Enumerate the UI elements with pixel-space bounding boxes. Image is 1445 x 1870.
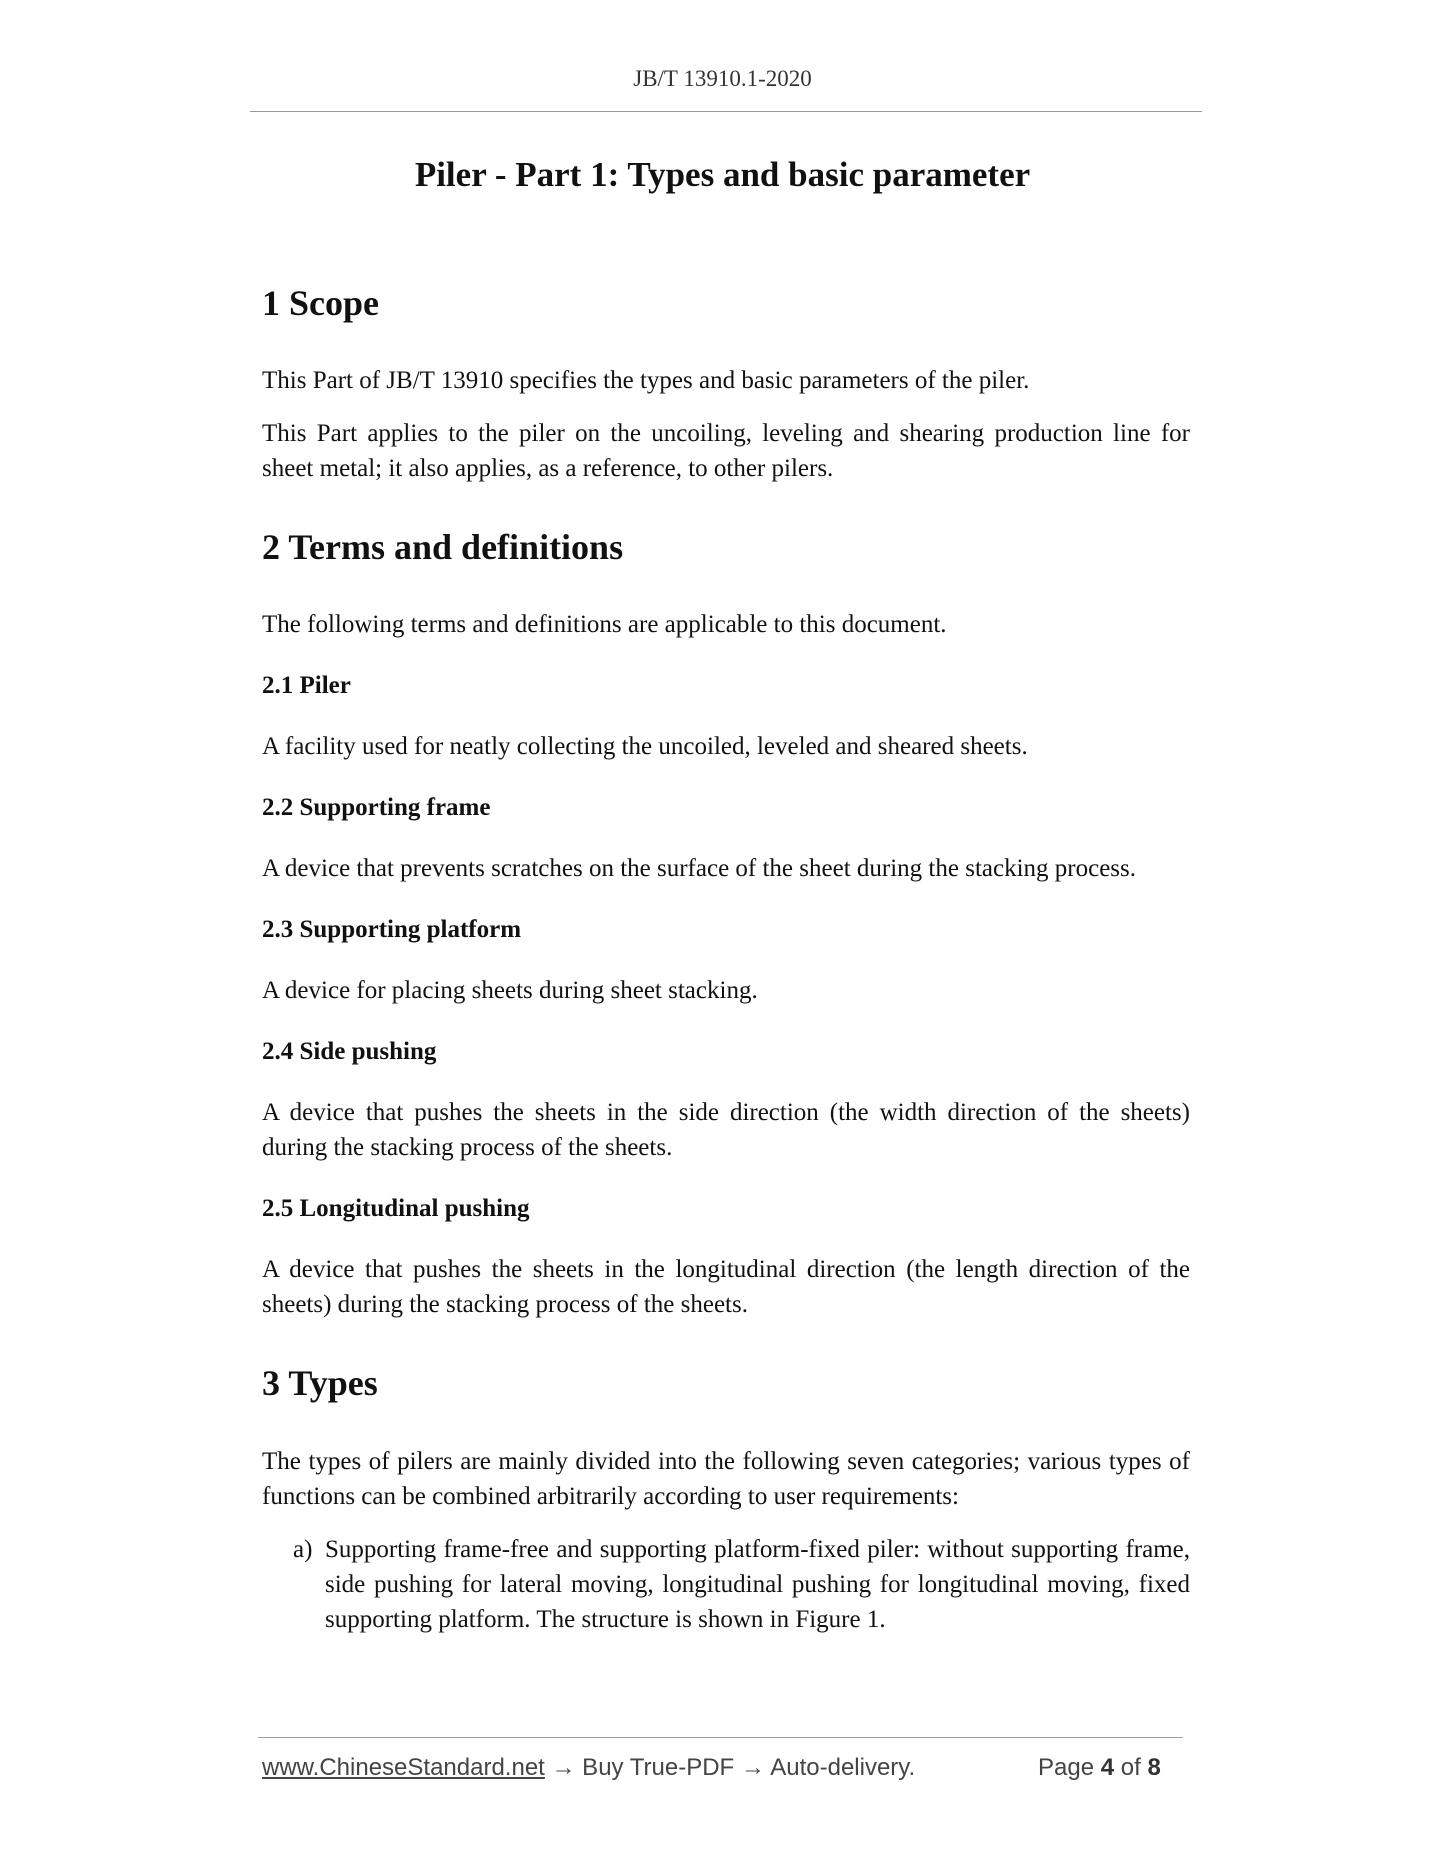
term-heading: 2.1 Piler — [262, 672, 351, 700]
paragraph: The following terms and definitions are applicable to this document. — [262, 611, 947, 639]
paragraph: This Part applies to the piler on the uncoiling, leveling and shearing production line for sheet metal; it also applies, as a reference, to other pilers. — [262, 420, 1190, 483]
list-marker: a) — [293, 1535, 313, 1563]
term-heading: 2.2 Supporting frame — [262, 794, 491, 822]
term-definition: A device for placing sheets during sheet stacking. — [262, 977, 758, 1005]
website-link[interactable]: www.ChineseStandard.net — [262, 1754, 545, 1781]
term-definition: A device that pushes the sheets in the side direction (the width direction of the sheets) during the stacking process of the sheets. — [262, 1099, 1190, 1162]
page-label: Page — [1038, 1754, 1095, 1781]
page-of-label: of — [1120, 1754, 1141, 1781]
term-definition: A device that prevents scratches on the surface of the sheet during the stacking process. — [262, 855, 1136, 883]
section-heading-scope: 1 Scope — [262, 283, 379, 323]
current-page-number: 4 — [1100, 1754, 1115, 1781]
term-definition: A device that pushes the sheets in the longitudinal direction (the length direction of the sheets) during the stacking process of the sheets. — [262, 1256, 1190, 1319]
term-heading: 2.3 Supporting platform — [262, 916, 522, 944]
paragraph: The types of pilers are mainly divided into the following seven categories; various types of functions can be combined arbitrarily according to user requirements: — [262, 1447, 1190, 1510]
total-pages-number: 8 — [1147, 1754, 1161, 1781]
page-indicator — [1038, 1754, 1161, 1782]
section-heading-types: 3 Types — [262, 1363, 378, 1404]
document-title: Piler - Part 1: Types and basic parameter — [414, 155, 1031, 194]
list-item-text: Supporting frame-free and supporting platform-fixed piler: without supporting frame, side pushing for lateral moving, longitudinal pushing for longitudinal moving, fixed supporting platform. The structure is shown in Figure 1. — [325, 1535, 1190, 1633]
list-item — [262, 1532, 1190, 1637]
footer-promo — [262, 1754, 915, 1782]
section-heading-terms: 2 Terms and definitions — [262, 527, 624, 568]
paragraph: This Part of JB/T 13910 specifies the types and basic parameters of the piler. — [262, 367, 1030, 395]
document-body — [262, 282, 1190, 1637]
term-heading: 2.5 Longitudinal pushing — [262, 1195, 530, 1223]
footer-promo-text: → Buy True-PDF → Auto-delivery. — [544, 1754, 916, 1781]
footer-divider — [258, 1737, 1183, 1738]
document-code-header: JB/T 13910.1-2020 — [633, 66, 812, 91]
header-divider — [250, 111, 1202, 112]
term-definition: A facility used for neatly collecting the uncoiled, leveled and sheared sheets. — [262, 733, 1028, 761]
term-heading: 2.4 Side pushing — [262, 1038, 437, 1066]
